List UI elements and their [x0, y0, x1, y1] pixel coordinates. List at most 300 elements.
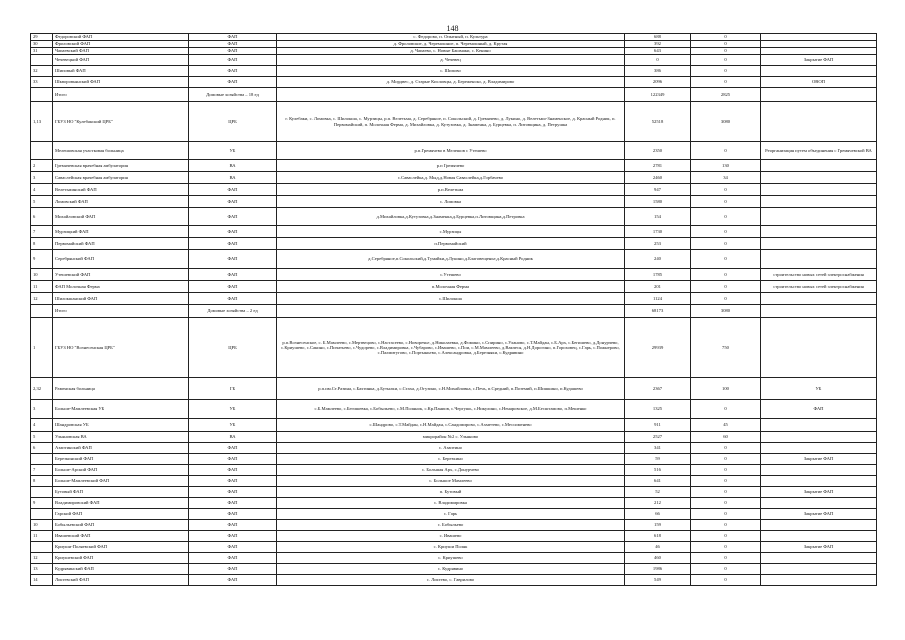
institution-name-cell: Бобыльевский ФАП	[53, 520, 189, 531]
table-row	[31, 102, 877, 142]
row-number-cell	[31, 487, 53, 498]
row-number-cell: 9	[31, 498, 53, 509]
row-number-cell: 12	[31, 293, 53, 305]
population-cell: 66	[625, 509, 691, 520]
population-cell: 341	[625, 443, 691, 454]
type-cell: ФАП	[189, 66, 277, 77]
population-cell: 59	[625, 454, 691, 465]
settlements-cell	[277, 88, 625, 102]
beds-cell: 130	[691, 160, 761, 172]
type-cell: ФАП	[189, 509, 277, 520]
row-number-cell: 11	[31, 281, 53, 293]
note-cell: строительство новых сетей электроснабжения	[761, 281, 877, 293]
type-cell: ФАП	[189, 184, 277, 196]
settlements-cell: д. Мордвес, д. Старые Кисловцы, д. Береженско, д. Владимирово	[277, 77, 625, 88]
row-number-cell: 6	[31, 443, 53, 454]
settlements-cell: с. Большое Мамлеево	[277, 476, 625, 487]
settlements-cell: с.Шандрово, с.Т.Майдан, с.Н.Майдан, с.Сандомирово, с.Ахметево, с.Мессименево	[277, 419, 625, 432]
type-cell: ВА	[189, 172, 277, 184]
table-row	[31, 509, 877, 520]
settlements-cell: п.Молочная Ферма	[277, 281, 625, 293]
institution-name-cell: Первомайский ФАП	[53, 238, 189, 250]
row-number-cell	[31, 509, 53, 520]
institution-name-cell: Велетьминский ФАП	[53, 184, 189, 196]
beds-cell: 0	[691, 553, 761, 564]
type-cell: ФАП	[189, 465, 277, 476]
institution-name-cell: Ивашевский ФАП	[53, 531, 189, 542]
note-cell	[761, 520, 877, 531]
type-cell: ФАП	[189, 250, 277, 269]
institution-name-cell: Итого	[53, 305, 189, 318]
type-cell: ГБ	[189, 378, 277, 400]
row-number-cell	[31, 542, 53, 553]
table-row	[31, 432, 877, 443]
beds-cell: 60	[691, 432, 761, 443]
beds-cell: 34	[691, 172, 761, 184]
table-row	[31, 564, 877, 575]
settlements-cell: д. Чапаево, с. Новые Башмаки, с. Кенино	[277, 48, 625, 55]
settlements-cell: д. Чечевец	[277, 55, 625, 66]
population-cell: 0	[625, 55, 691, 66]
settlements-cell: р.п Гремячево	[277, 160, 625, 172]
type-cell: ФАП	[189, 454, 277, 465]
row-number-cell: 5	[31, 432, 53, 443]
note-cell	[761, 476, 877, 487]
table-row	[31, 77, 877, 88]
note-cell	[761, 443, 877, 454]
institution-name-cell: Раменская больница	[53, 378, 189, 400]
table-row	[31, 172, 877, 184]
row-number-cell: 8	[31, 476, 53, 487]
note-cell	[761, 41, 877, 48]
settlements-cell: р.п.Вознесенское, с. Б.Мамлеево, с.Мертвецово, с.Настасеево, с.Новоречье, д.Николаевка, д.Фомино, с.Спирино, с.Уланово, с.Т.Майдан, с.Б.Арх, с.Бегишево, д.Донурчево, с.Криушево, с.Сакино, с.Пичатьево, с.Чудорево, с.Владимировка, с.Чубарово, с.Ивашево, с.Пои, с.М.Мамлеево, д.Вакчеся, д.Н.Дорогино, п.Гороховец, с.Гарь, с.Пожнерово, с.Палмитугово, с.Портыньево, с.Александровка, д.Березняки, с.Кудрявино	[277, 318, 625, 378]
type-cell: УБ	[189, 419, 277, 432]
type-cell: ФАП	[189, 238, 277, 250]
row-number-cell: 5	[31, 196, 53, 208]
institution-name-cell: Чечевецкий ФАП	[53, 55, 189, 66]
note-cell	[761, 102, 877, 142]
settlements-cell: с.Мурзицы	[277, 226, 625, 238]
type-cell: УБ	[189, 142, 277, 160]
beds-cell: 45	[691, 419, 761, 432]
beds-cell: 0	[691, 443, 761, 454]
table-row	[31, 160, 877, 172]
institution-name-cell: Гарский ФАП	[53, 509, 189, 520]
settlements-cell: с. Ивашево	[277, 531, 625, 542]
type-cell: ФАП	[189, 553, 277, 564]
row-number-cell	[31, 305, 53, 318]
population-cell: 1730	[625, 226, 691, 238]
table-row	[31, 454, 877, 465]
institution-name-cell: Фроловский ФАП	[53, 41, 189, 48]
settlements-cell: с. Большая Арх, с.Донурчево	[277, 465, 625, 476]
population-cell: 641	[625, 476, 691, 487]
beds-cell: 0	[691, 564, 761, 575]
population-cell: 516	[625, 465, 691, 476]
beds-cell: 0	[691, 520, 761, 531]
population-cell: 29939	[625, 318, 691, 378]
beds-cell: 0	[691, 196, 761, 208]
note-cell: УБ	[761, 378, 877, 400]
population-cell: 1325	[625, 400, 691, 419]
institution-name-cell: Мелешовская участковая больница	[53, 142, 189, 160]
beds-cell: 0	[691, 269, 761, 281]
beds-cell: 0	[691, 250, 761, 269]
note-cell	[761, 226, 877, 238]
note-cell	[761, 238, 877, 250]
institution-name-cell: Федоровский ФАП	[53, 34, 189, 41]
population-cell: 643	[625, 48, 691, 55]
institution-name-cell: Кудрявинский ФАП	[53, 564, 189, 575]
note-cell	[761, 293, 877, 305]
table-row	[31, 55, 877, 66]
settlements-cell: с.Саваслейка,д. Мыд,д.Новая Саваслейка,д.Горбачево	[277, 172, 625, 184]
type-cell: ФАП	[189, 196, 277, 208]
note-cell: Закрытие ФАП	[761, 542, 877, 553]
table-row	[31, 487, 877, 498]
type-cell: ФАП	[189, 55, 277, 66]
beds-cell: 3080	[691, 305, 761, 318]
institution-name-cell: Серебрянский ФАП	[53, 250, 189, 269]
row-number-cell: 9	[31, 250, 53, 269]
type-cell: ВА	[189, 160, 277, 172]
beds-cell: 0	[691, 142, 761, 160]
beds-cell: 100	[691, 378, 761, 400]
beds-cell: 0	[691, 184, 761, 196]
settlements-cell: с. Федорово, п. Опытный, п. Культура	[277, 34, 625, 41]
row-number-cell: 31	[31, 48, 53, 55]
beds-cell: 0	[691, 226, 761, 238]
settlements-cell: с.Б.Мамлеево, с.Бегишевка, с.Бобыльево, с.М.Полянок, с.Кр.Паниов, с.Чергушь, с.Никулино, с.Ненаровское, д.М.Бесштамово, п.Мешенко	[277, 400, 625, 419]
row-number-cell: 1	[31, 318, 53, 378]
settlements-cell: д.Михайловка,д.Кутузовка,д.Знаменка,д.Бурцевка,п.Литовщина,д.Петровка	[277, 208, 625, 226]
population-cell: 2781	[625, 160, 691, 172]
population-cell: 2096	[625, 77, 691, 88]
row-number-cell: 2	[31, 160, 53, 172]
row-number-cell: 8	[31, 238, 53, 250]
row-number-cell: 7	[31, 465, 53, 476]
beds-cell: 0	[691, 465, 761, 476]
type-cell: ФАП	[189, 487, 277, 498]
type-cell: ФАП	[189, 443, 277, 454]
note-cell	[761, 88, 877, 102]
population-cell: 122349	[625, 88, 691, 102]
row-number-cell: 12	[31, 553, 53, 564]
table-row	[31, 542, 877, 553]
beds-cell: 0	[691, 208, 761, 226]
institution-name-cell: Утешевский ФАП	[53, 269, 189, 281]
row-number-cell: 11	[31, 531, 53, 542]
beds-cell: 0	[691, 66, 761, 77]
population-cell: 2460	[625, 172, 691, 184]
note-cell	[761, 564, 877, 575]
note-cell: ОВОП	[761, 77, 877, 88]
data-table	[30, 33, 877, 586]
beds-cell: 0	[691, 77, 761, 88]
type-cell: ФАП	[189, 520, 277, 531]
type-cell: ФАП	[189, 564, 277, 575]
beds-cell: 2825	[691, 88, 761, 102]
note-cell	[761, 184, 877, 196]
settlements-cell: с.Утешево	[277, 269, 625, 281]
settlements-cell: г. Кулебаки, с. Ломовка, с. Шилокша, с. Мурзицы, р.п. Велетьма, д. Серебряное, п. Сокольский, д. Гремячево, д. Лукино, д. Велетьмо-Знаменское, д. Красный Родник, п. Первомайский, п. Молочная Ферма, д. Михайловка, д. Кутузовка, д. Знаменка, д. Бурцевка, п. Литовщина, д. Петрушка	[277, 102, 625, 142]
table-row	[31, 269, 877, 281]
page-number: 148	[446, 24, 459, 33]
note-cell	[761, 48, 877, 55]
population-cell: 52518	[625, 102, 691, 142]
population-cell: 2527	[625, 432, 691, 443]
table-row	[31, 238, 877, 250]
population-cell: 618	[625, 531, 691, 542]
population-cell: 460	[625, 553, 691, 564]
note-cell: Закрытие ФАП	[761, 509, 877, 520]
institution-name-cell: Шилокшанский ФАП	[53, 293, 189, 305]
row-number-cell: 3	[31, 172, 53, 184]
type-cell: ФАП	[189, 41, 277, 48]
row-number-cell	[31, 55, 53, 66]
note-cell	[761, 575, 877, 586]
type-cell: ФАП	[189, 531, 277, 542]
institution-name-cell: Мурзицкий ФАП	[53, 226, 189, 238]
type-cell: ФАП	[189, 498, 277, 509]
type-cell: ФАП	[189, 226, 277, 238]
beds-cell: 0	[691, 476, 761, 487]
population-cell: 386	[625, 66, 691, 77]
settlements-cell: с. Шипово	[277, 66, 625, 77]
note-cell: Закрытие ФАП	[761, 55, 877, 66]
row-number-cell	[31, 142, 53, 160]
settlements-cell: с. Локтево, с. Гаврилово	[277, 575, 625, 586]
table-row	[31, 575, 877, 586]
institution-name-cell: Владимировский ФАП	[53, 498, 189, 509]
beds-cell: 0	[691, 487, 761, 498]
row-number-cell: 30	[31, 41, 53, 48]
population-cell: 947	[625, 184, 691, 196]
settlements-cell: д. Фроловское, д. Черемошное, п. Черемошный, д. Крутая	[277, 41, 625, 48]
note-cell	[761, 34, 877, 41]
table-row	[31, 553, 877, 564]
table-row	[31, 465, 877, 476]
row-number-cell: 32	[31, 66, 53, 77]
institution-name-cell: ФАП Молочная Ферма	[53, 281, 189, 293]
settlements-cell: р.п.Гремячево в Мелешов с Утешево	[277, 142, 625, 160]
beds-cell: 0	[691, 400, 761, 419]
population-cell: 201	[625, 281, 691, 293]
row-number-cell: 33	[31, 77, 53, 88]
type-cell: Домовые хозяйства – 2 ед	[189, 305, 277, 318]
beds-cell: 0	[691, 498, 761, 509]
institution-name-cell: Криуши-Поляевский ФАП	[53, 542, 189, 553]
table-row	[31, 318, 877, 378]
type-cell: ФАП	[189, 281, 277, 293]
beds-cell: 0	[691, 48, 761, 55]
institution-name-cell: Шкворовьянский ФАП	[53, 77, 189, 88]
institution-name-cell: Саваслейская врачебная амбулатория	[53, 172, 189, 184]
institution-name-cell: Локтевский ФАП	[53, 575, 189, 586]
settlements-cell: п.Первомайский	[277, 238, 625, 250]
institution-name-cell: Азаптинский ФАП	[53, 443, 189, 454]
note-cell	[761, 66, 877, 77]
population-cell: 240	[625, 250, 691, 269]
institution-name-cell: Больше-Мамлеевский ФАП	[53, 476, 189, 487]
row-number-cell: 14	[31, 575, 53, 586]
table-row	[31, 184, 877, 196]
institution-name-cell: Шандровская УБ	[53, 419, 189, 432]
note-cell	[761, 553, 877, 564]
beds-cell: 0	[691, 575, 761, 586]
table-row	[31, 531, 877, 542]
row-number-cell: 1,13	[31, 102, 53, 142]
row-number-cell: 3	[31, 400, 53, 419]
beds-cell: 0	[691, 281, 761, 293]
institution-name-cell: Гремячевская врачебная амбулатория	[53, 160, 189, 172]
table-row	[31, 498, 877, 509]
row-number-cell: 29	[31, 34, 53, 41]
note-cell: Закрытие ФАП	[761, 487, 877, 498]
settlements-cell: с. Азаптино	[277, 443, 625, 454]
population-cell: 159	[625, 520, 691, 531]
settlements-cell: п. Бутовый	[277, 487, 625, 498]
institution-name-cell: ГБУЗ НО "Кулебакский ЦРБ"	[53, 102, 189, 142]
population-cell: 911	[625, 419, 691, 432]
beds-cell: 0	[691, 34, 761, 41]
note-cell	[761, 196, 877, 208]
type-cell: ЦРБ	[189, 318, 277, 378]
note-cell: строительство новых сетей электроснабжения	[761, 269, 877, 281]
beds-cell: 0	[691, 531, 761, 542]
table-row	[31, 88, 877, 102]
row-number-cell: 10	[31, 269, 53, 281]
table-row	[31, 476, 877, 487]
population-cell: 1580	[625, 196, 691, 208]
population-cell: 46	[625, 542, 691, 553]
type-cell: ФАП	[189, 34, 277, 41]
institution-name-cell: Михайловский ФАП	[53, 208, 189, 226]
note-cell	[761, 432, 877, 443]
row-number-cell: 2,32	[31, 378, 53, 400]
table-row	[31, 41, 877, 48]
population-cell: 253	[625, 238, 691, 250]
note-cell	[761, 172, 877, 184]
settlements-cell: с. Криушево	[277, 553, 625, 564]
settlements-cell: микрорайон №2 с. Ульяново	[277, 432, 625, 443]
settlements-cell: с. Криуши Поляк	[277, 542, 625, 553]
note-cell	[761, 531, 877, 542]
population-cell: 212	[625, 498, 691, 509]
beds-cell: 0	[691, 238, 761, 250]
settlements-cell: с.Шилокша	[277, 293, 625, 305]
beds-cell: 0	[691, 55, 761, 66]
type-cell: ЦРБ	[189, 102, 277, 142]
note-cell	[761, 419, 877, 432]
table-row	[31, 443, 877, 454]
beds-cell: 0	[691, 293, 761, 305]
table-row	[31, 378, 877, 400]
institution-name-cell: Чапаевский ФАП	[53, 48, 189, 55]
beds-cell: 0	[691, 542, 761, 553]
row-number-cell	[31, 454, 53, 465]
settlements-cell: с. Бобыльево	[277, 520, 625, 531]
type-cell: ВА	[189, 432, 277, 443]
type-cell: УБ	[189, 400, 277, 419]
note-cell	[761, 305, 877, 318]
type-cell: ФАП	[189, 269, 277, 281]
note-cell	[761, 465, 877, 476]
population-cell: 68173	[625, 305, 691, 318]
population-cell: 52	[625, 487, 691, 498]
population-cell: 392	[625, 41, 691, 48]
table-body	[31, 34, 877, 586]
note-cell	[761, 208, 877, 226]
table-row	[31, 281, 877, 293]
note-cell	[761, 250, 877, 269]
row-number-cell: 4	[31, 419, 53, 432]
institution-name-cell: ГБУЗ НО "Вознесенская ЦРБ"	[53, 318, 189, 378]
settlements-cell: с. Владимировка	[277, 498, 625, 509]
beds-cell: 0	[691, 41, 761, 48]
beds-cell: 0	[691, 509, 761, 520]
type-cell: ФАП	[189, 77, 277, 88]
settlements-cell: с. Гарь	[277, 509, 625, 520]
row-number-cell	[31, 88, 53, 102]
population-cell: 688	[625, 34, 691, 41]
table-row	[31, 34, 877, 41]
settlements-cell	[277, 305, 625, 318]
settlements-cell: д.Серебряное,п.Сокольский,д.Тумайки,д.Лукино,д.Благовещенье,д.Красный Родник	[277, 250, 625, 269]
type-cell: ФАП	[189, 293, 277, 305]
population-cell: 1124	[625, 293, 691, 305]
institution-name-cell: Ломовский ФАП	[53, 196, 189, 208]
table-row	[31, 520, 877, 531]
table-row	[31, 48, 877, 55]
table-row	[31, 196, 877, 208]
type-cell: ФАП	[189, 208, 277, 226]
institution-name-cell: Больше-Мамлеевская УБ	[53, 400, 189, 419]
table-row	[31, 208, 877, 226]
type-cell: Домовые хозяйства – 18 ед	[189, 88, 277, 102]
institution-name-cell: Шиповый ФАП	[53, 66, 189, 77]
population-cell: 154	[625, 208, 691, 226]
settlements-cell: с. Кудрявино	[277, 564, 625, 575]
note-cell: ФАП	[761, 400, 877, 419]
settlements-cell: р.п.Велетьма	[277, 184, 625, 196]
table-row	[31, 250, 877, 269]
type-cell: ФАП	[189, 476, 277, 487]
row-number-cell: 6	[31, 208, 53, 226]
beds-cell: 0	[691, 454, 761, 465]
type-cell: ФАП	[189, 542, 277, 553]
table-row	[31, 293, 877, 305]
table-row	[31, 419, 877, 432]
institution-name-cell: Больше-Арский ФАП	[53, 465, 189, 476]
beds-cell: 750	[691, 318, 761, 378]
type-cell: ФАП	[189, 48, 277, 55]
table-row	[31, 226, 877, 238]
settlements-cell: с. Березкино	[277, 454, 625, 465]
institution-name-cell: Итого	[53, 88, 189, 102]
institution-name-cell: Бутовый ФАП	[53, 487, 189, 498]
note-cell: Реорганизация путем объединения с Гремячевской ВА	[761, 142, 877, 160]
note-cell: Закрытие ФАП	[761, 454, 877, 465]
institution-name-cell: Ульяновская ВА	[53, 432, 189, 443]
note-cell	[761, 498, 877, 509]
population-cell: 2367	[625, 378, 691, 400]
row-number-cell: 7	[31, 226, 53, 238]
settlements-cell: р.п.им.Ст.Разина, с.Бахтинка, д.Бутылки, с.Стаха, д.Огузино, с.Н.Михайловка, с.Печь, п.Средний, п.Поземий, п.Шишкино, п.Кудашево	[277, 378, 625, 400]
institution-name-cell: Березкинский ФАП	[53, 454, 189, 465]
settlements-cell: с. Ломовка	[277, 196, 625, 208]
table-row	[31, 400, 877, 419]
